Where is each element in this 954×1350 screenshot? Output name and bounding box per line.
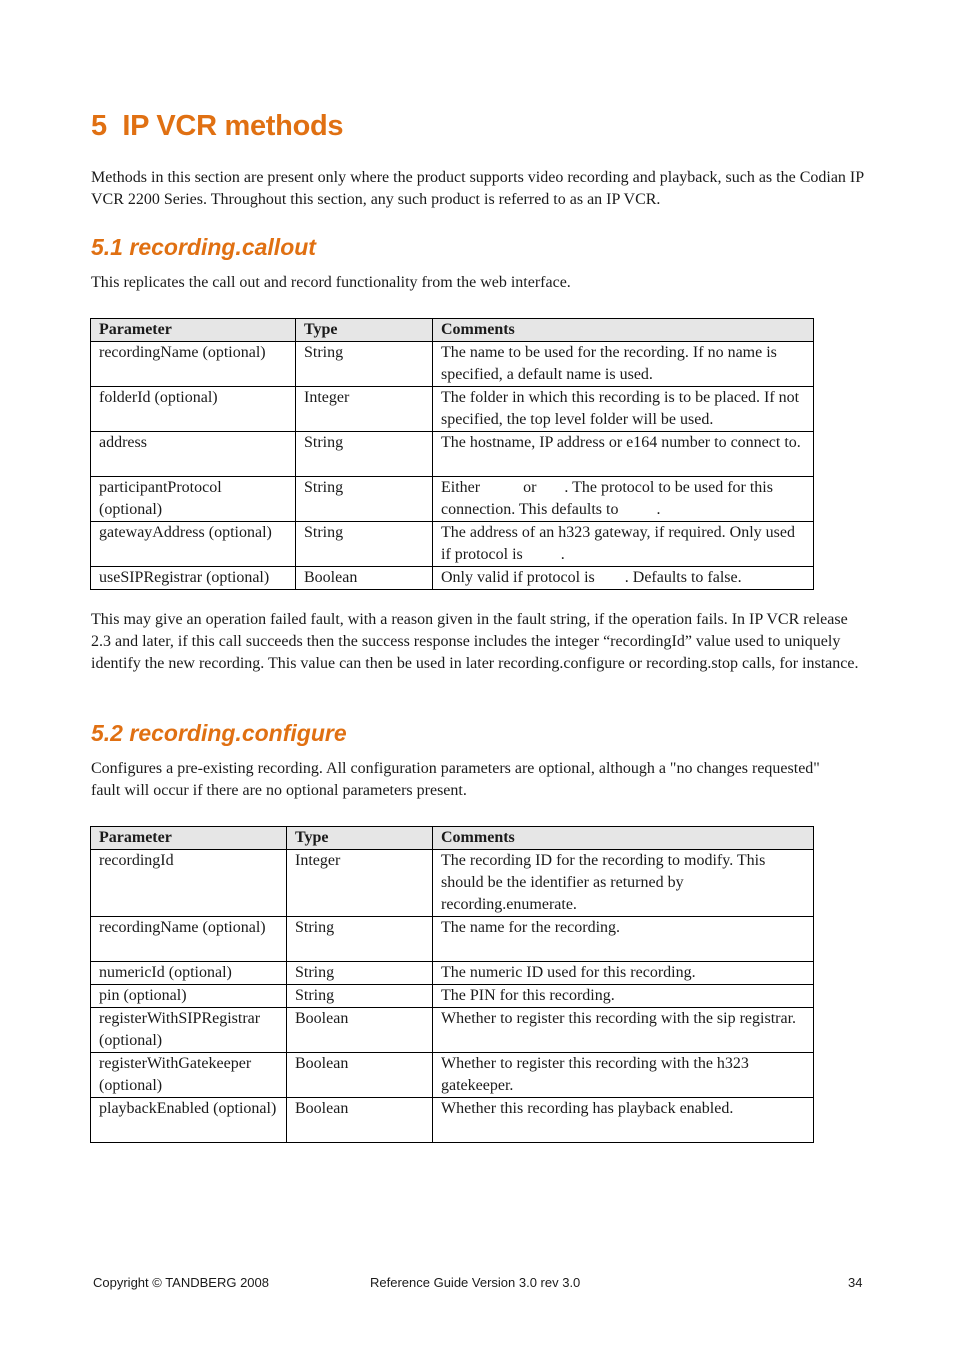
- type-cell: String: [296, 477, 433, 522]
- table-row: [91, 387, 814, 432]
- type-cell: String: [287, 917, 433, 962]
- section-heading-configure: 5.2 recording.configure: [91, 720, 347, 746]
- chapter-number: 5: [91, 110, 107, 142]
- table-row: [91, 477, 814, 522]
- type-cell: Boolean: [296, 567, 433, 590]
- table-row: [91, 522, 814, 567]
- table-row: [91, 1008, 814, 1053]
- parameter-cell: registerWithGatekeeper (optional): [91, 1053, 287, 1098]
- column-header: Type: [296, 319, 433, 342]
- type-cell: String: [296, 342, 433, 387]
- comment-cell: The folder in which this recording is to be placed. If not specified, the top level folder will be used.: [433, 387, 814, 432]
- table-row: [91, 1098, 814, 1143]
- parameter-cell: recordingId: [91, 850, 287, 917]
- table-header-row: [91, 319, 814, 342]
- parameter-cell: recordingName (optional): [91, 342, 296, 387]
- table-header-row: [91, 827, 814, 850]
- table-row: [91, 342, 814, 387]
- table-row: [91, 1053, 814, 1098]
- type-cell: String: [296, 522, 433, 567]
- parameter-cell: registerWithSIPRegistrar (optional): [91, 1008, 287, 1053]
- chapter-title: [91, 110, 343, 143]
- comment-cell: Whether this recording has playback enabled.: [433, 1098, 814, 1143]
- type-cell: Integer: [296, 387, 433, 432]
- section-heading-callout: 5.1 recording.callout: [91, 234, 316, 260]
- type-cell: String: [287, 962, 433, 985]
- type-cell: String: [287, 985, 433, 1008]
- column-header: Type: [287, 827, 433, 850]
- chapter-title-text: IP VCR methods: [122, 110, 344, 142]
- parameter-cell: folderId (optional): [91, 387, 296, 432]
- parameter-cell: gatewayAddress (optional): [91, 522, 296, 567]
- configure-parameter-table: [90, 826, 814, 1143]
- callout-description: This replicates the call out and record functionality from the web interface.: [91, 274, 571, 291]
- callout-parameter-table: [90, 318, 814, 590]
- parameter-cell: playbackEnabled (optional): [91, 1098, 287, 1143]
- configure-description: Configures a pre-existing recording. All configuration parameters are optional, although a "no changes requested" fault will occur if there are no optional parameters present.: [91, 760, 820, 799]
- table-row: [91, 917, 814, 962]
- footer-guide-version: Reference Guide Version 3.0 rev 3.0: [370, 1275, 581, 1290]
- comment-cell: The recording ID for the recording to modify. This should be the identifier as returned by recording.enumerate.: [433, 850, 814, 917]
- type-cell: Integer: [287, 850, 433, 917]
- column-header: Comments: [433, 827, 814, 850]
- comment-cell: Only valid if protocol is . Defaults to false.: [433, 567, 814, 590]
- type-cell: Boolean: [287, 1053, 433, 1098]
- comment-cell: Whether to register this recording with the sip registrar.: [433, 1008, 814, 1053]
- type-cell: String: [296, 432, 433, 477]
- comment-cell: The numeric ID used for this recording.: [433, 962, 814, 985]
- comment-cell: Either or . The protocol to be used for this connection. This defaults to .: [433, 477, 814, 522]
- table-row: [91, 850, 814, 917]
- comment-cell: The hostname, IP address or e164 number to connect to.: [433, 432, 814, 477]
- comment-cell: The name to be used for the recording. If no name is specified, a default name is used.: [433, 342, 814, 387]
- parameter-cell: recordingName (optional): [91, 917, 287, 962]
- table-row: [91, 985, 814, 1008]
- comment-cell: The address of an h323 gateway, if required. Only used if protocol is .: [433, 522, 814, 567]
- parameter-cell: address: [91, 432, 296, 477]
- column-header: Parameter: [91, 319, 296, 342]
- comment-cell: Whether to register this recording with the h323 gatekeeper.: [433, 1053, 814, 1098]
- parameter-cell: participantProtocol (optional): [91, 477, 296, 522]
- footer-page-number: 34: [848, 1275, 863, 1290]
- parameter-cell: pin (optional): [91, 985, 287, 1008]
- column-header: Comments: [433, 319, 814, 342]
- footer-copyright: Copyright © TANDBERG 2008: [93, 1275, 270, 1290]
- table-row: [91, 432, 814, 477]
- parameter-cell: numericId (optional): [91, 962, 287, 985]
- table-row: [91, 962, 814, 985]
- type-cell: Boolean: [287, 1098, 433, 1143]
- comment-cell: The PIN for this recording.: [433, 985, 814, 1008]
- comment-cell: The name for the recording.: [433, 917, 814, 962]
- table-row: [91, 567, 814, 590]
- callout-notes-paragraph: This may give an operation failed fault, with a reason given in the fault string, if the operation fails. In IP VCR release 2.3 and later, if this call succeeds then the success response includes the integer “recordingId” value used to uniquely identify the new recording. This value can then be used in later recording.configure or recording.stop calls, for instance.: [91, 611, 859, 672]
- intro-paragraph: Methods in this section are present only where the product supports video recording and playback, such as the Codian IP VCR 2200 Series. Throughout this section, any such product is referred to as an IP VCR.: [91, 169, 864, 208]
- type-cell: Boolean: [287, 1008, 433, 1053]
- column-header: Parameter: [91, 827, 287, 850]
- parameter-cell: useSIPRegistrar (optional): [91, 567, 296, 590]
